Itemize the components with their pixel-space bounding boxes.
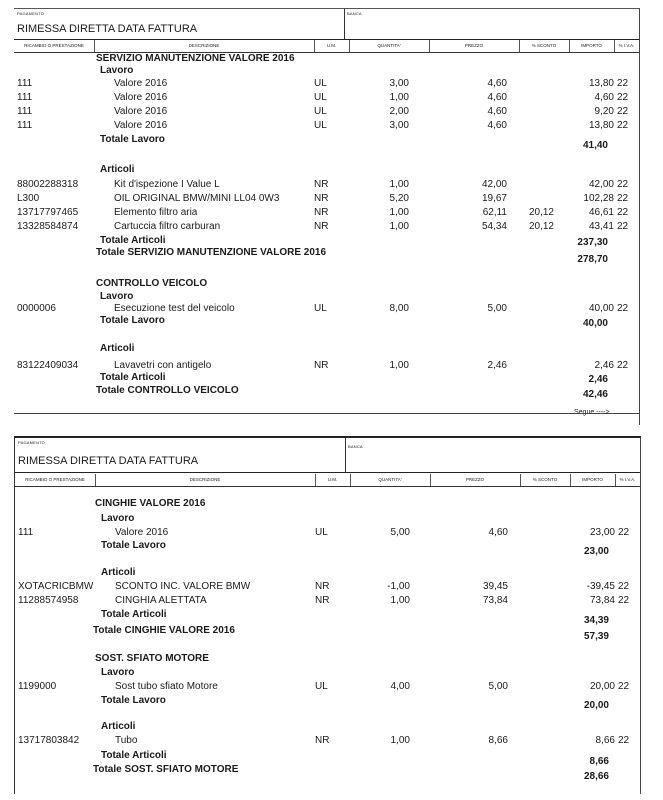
col-um: U.M. [314, 40, 350, 52]
row-um: UL [314, 120, 327, 131]
row-amount: 43,41 [588, 221, 614, 232]
row-iva: 22 [617, 78, 629, 89]
row-disc: 20,12 [528, 207, 554, 218]
row-um: NR [314, 221, 329, 232]
pagamento-label: PAGAMENTO [17, 11, 44, 16]
totale-lavoro-label: Totale Lavoro [100, 134, 165, 145]
row-um: UL [315, 527, 328, 538]
row-price: 39,45 [482, 581, 508, 592]
row-amount: 73,84 [589, 595, 615, 606]
row-iva: 22 [617, 120, 629, 131]
totale-section-label: Totale CINGHIE VALORE 2016 [93, 625, 235, 636]
totale-articoli-value: 34,39 [583, 615, 609, 626]
row-code: XOTACRICBMW [18, 581, 94, 592]
invoice-page-1 [14, 8, 640, 425]
row-iva: 22 [617, 106, 629, 117]
row-qty: 1,00 [389, 360, 409, 371]
row-um: UL [314, 106, 327, 117]
row-price: 4,60 [487, 120, 507, 131]
s2-totale-lavoro-label: Totale Lavoro [100, 315, 165, 326]
row-code: 111 [17, 78, 33, 89]
row-um: NR [314, 193, 329, 204]
column-headers [14, 40, 639, 53]
row-iva: 22 [617, 221, 629, 232]
totale-section-label: Totale SERVIZIO MANUTENZIONE VALORE 2016 [96, 247, 327, 258]
row-price: 4,60 [487, 92, 507, 103]
row-qty: 1,00 [389, 179, 409, 190]
payment-header [15, 438, 640, 473]
bank-cell [345, 438, 640, 472]
row-price: 5,00 [488, 681, 508, 692]
s2-totale-articoli-label: Totale Articoli [101, 750, 167, 761]
row-desc: Cartuccia filtro carburan [114, 221, 221, 232]
totale-articoli-label: Totale Articoli [101, 609, 167, 620]
col-ricambio: RICAMBIO O PRESTAZIONE [14, 40, 95, 52]
row-amount: 4,60 [594, 92, 614, 103]
section-title: CINGHIE VALORE 2016 [95, 498, 206, 509]
row-amount: 23,00 [589, 527, 615, 538]
row-um: UL [314, 78, 327, 89]
payment-method: RIMESSA DIRETTA DATA FATTURA [18, 455, 199, 467]
col-quantita: QUANTITA' [350, 474, 431, 486]
totale-lavoro-value: 23,00 [583, 546, 609, 557]
column-headers [15, 474, 640, 487]
row-iva: 22 [618, 581, 630, 592]
row-code: 0000006 [17, 303, 56, 314]
row-amount: 42,00 [588, 179, 614, 190]
row-amount: 13,80 [588, 120, 614, 131]
row-code: 88002288318 [17, 179, 79, 190]
row-iva: 22 [618, 595, 630, 606]
row-desc: Valore 2016 [114, 92, 168, 103]
s2-lavoro-heading: Lavoro [100, 291, 134, 302]
s2-totale-lavoro-label: Totale Lavoro [101, 695, 166, 706]
row-price: 54,34 [481, 221, 507, 232]
articoli-heading: Articoli [100, 164, 135, 175]
totale-articoli-value: 237,30 [577, 237, 608, 248]
row-amount: 46,61 [588, 207, 614, 218]
row-qty: 1,00 [390, 735, 410, 746]
row-code: 1199000 [18, 681, 57, 692]
s2-totale-articoli-value: 8,66 [589, 756, 609, 767]
row-iva: 22 [617, 303, 629, 314]
bank-cell [344, 9, 639, 39]
row-desc: Valore 2016 [114, 106, 168, 117]
row-qty: 1,00 [389, 207, 409, 218]
col-importo: IMPORTO [569, 40, 615, 52]
pagamento-label: PAGAMENTO [18, 440, 45, 445]
row-iva: 22 [617, 193, 629, 204]
row-code: L300 [17, 193, 40, 204]
row-desc: SCONTO INC. VALORE BMW [115, 581, 251, 592]
lavoro-heading: Lavoro [100, 65, 134, 76]
row-qty: 1,00 [390, 595, 410, 606]
section-title: SERVIZIO MANUTENZIONE VALORE 2016 [96, 53, 295, 64]
row-amount: 8,66 [595, 735, 615, 746]
row-code: 111 [18, 527, 34, 538]
row-code: 111 [17, 106, 33, 117]
row-qty: 1,00 [389, 221, 409, 232]
row-desc: CINGHIA ALETTATA [115, 595, 207, 606]
row-price: 42,00 [481, 179, 507, 190]
row-qty: 5,00 [390, 527, 410, 538]
row-um: NR [315, 735, 330, 746]
row-price: 73,84 [482, 595, 508, 606]
row-um: UL [315, 681, 328, 692]
row-price: 2,46 [487, 360, 507, 371]
totale-articoli-label: Totale Articoli [100, 235, 166, 246]
row-um: NR [315, 581, 330, 592]
col-prezzo: PREZZO [429, 40, 520, 52]
s2-totale-lavoro-value: 40,00 [582, 318, 608, 329]
payment-cell [14, 9, 345, 39]
s2-articoli-heading: Articoli [100, 343, 135, 354]
col-iva: % I.V.A. [619, 477, 636, 482]
row-um: UL [314, 303, 327, 314]
s2-totale-section-value: 28,66 [583, 771, 609, 782]
lavoro-heading: Lavoro [101, 513, 135, 524]
payment-cell [15, 438, 346, 472]
payment-method: RIMESSA DIRETTA DATA FATTURA [17, 23, 198, 35]
col-importo: IMPORTO [570, 474, 616, 486]
row-amount: 102,28 [583, 193, 614, 204]
segue-label: Segue ----> [574, 409, 610, 416]
row-amount: 40,00 [588, 303, 614, 314]
section2-title: SOST. SFIATO MOTORE [95, 653, 209, 664]
row-code: 13328584874 [17, 221, 79, 232]
row-desc: Elemento filtro aria [114, 207, 198, 218]
row-desc: Valore 2016 [114, 78, 168, 89]
col-prezzo: PREZZO [430, 474, 521, 486]
row-iva: 22 [618, 681, 630, 692]
col-quantita: QUANTITA' [349, 40, 430, 52]
s2-totale-section-label: Totale SOST. SFIATO MOTORE [93, 764, 239, 775]
row-code: 13717803842 [18, 735, 80, 746]
col-descrizione: DESCRIZIONE [94, 40, 315, 52]
row-qty: 2,00 [389, 106, 409, 117]
banca-label: BANCA [347, 11, 362, 16]
row-qty: 5,20 [389, 193, 409, 204]
row-amount: 20,00 [589, 681, 615, 692]
row-qty: 3,00 [389, 78, 409, 89]
row-amount: -39,45 [586, 581, 615, 592]
row-qty: -1,00 [387, 581, 410, 592]
row-code: 111 [17, 92, 33, 103]
row-um: NR [314, 360, 329, 371]
col-um: U.M. [315, 474, 351, 486]
row-amount: 2,46 [594, 360, 614, 371]
row-iva: 22 [617, 207, 629, 218]
row-qty: 4,00 [390, 681, 410, 692]
row-desc: OIL ORIGINAL BMW/MINI LL04 0W3 [114, 193, 280, 204]
row-price: 8,66 [488, 735, 508, 746]
row-price: 4,60 [487, 78, 507, 89]
row-price: 19,67 [481, 193, 507, 204]
col-sconto: % SCONTO [520, 474, 571, 486]
col-descrizione: DESCRIZIONE [95, 474, 316, 486]
totale-section-value: 57,39 [583, 631, 609, 642]
s2-lavoro-heading: Lavoro [101, 667, 135, 678]
row-amount: 9,20 [594, 106, 614, 117]
row-desc: Lavavetri con antigelo [114, 360, 212, 371]
s2-articoli-heading: Articoli [101, 721, 136, 732]
row-price: 4,60 [488, 527, 508, 538]
col-ricambio: RICAMBIO O PRESTAZIONE [15, 474, 96, 486]
row-price: 5,00 [487, 303, 507, 314]
row-desc: Tubo [115, 735, 138, 746]
row-disc: 20,12 [528, 221, 554, 232]
row-desc: Esecuzione test del veicolo [114, 303, 235, 314]
row-qty: 1,00 [389, 92, 409, 103]
row-qty: 3,00 [389, 120, 409, 131]
row-code: 83122409034 [17, 360, 79, 371]
row-um: NR [314, 179, 329, 190]
row-price: 62,11 [482, 207, 507, 218]
row-qty: 8,00 [389, 303, 409, 314]
row-iva: 22 [617, 360, 629, 371]
row-price: 4,60 [487, 106, 507, 117]
row-desc: Sost tubo sfiato Motore [115, 681, 218, 692]
row-um: NR [314, 207, 329, 218]
payment-header [14, 9, 639, 40]
row-iva: 22 [618, 527, 630, 538]
totale-lavoro-value: 41,40 [582, 140, 608, 151]
row-um: UL [314, 92, 327, 103]
row-um: NR [315, 595, 330, 606]
row-desc: Valore 2016 [115, 527, 169, 538]
articoli-heading: Articoli [101, 567, 136, 578]
row-iva: 22 [617, 92, 629, 103]
row-code: 111 [17, 120, 33, 131]
col-iva: % I.V.A. [618, 43, 635, 48]
row-code: 13717797465 [17, 207, 79, 218]
s2-totale-articoli-label: Totale Articoli [100, 372, 166, 383]
page-footer [14, 413, 639, 424]
invoice-page-2 [14, 436, 641, 794]
s2-totale-section-label: Totale CONTROLLO VEICOLO [96, 385, 239, 396]
col-sconto: % SCONTO [519, 40, 570, 52]
row-code: 11288574958 [18, 595, 79, 606]
row-iva: 22 [617, 179, 629, 190]
totale-section-value: 278,70 [577, 254, 608, 265]
row-iva: 22 [618, 735, 630, 746]
totale-lavoro-label: Totale Lavoro [101, 540, 166, 551]
row-desc: Kit d'ispezione I Value L [114, 179, 220, 190]
s2-totale-section-value: 42,46 [582, 389, 608, 400]
banca-label: BANCA [348, 444, 363, 449]
s2-totale-articoli-value: 2,46 [588, 374, 608, 385]
row-desc: Valore 2016 [114, 120, 168, 131]
s2-totale-lavoro-value: 20,00 [583, 700, 609, 711]
section2-title: CONTROLLO VEICOLO [96, 278, 208, 289]
row-amount: 13,80 [588, 78, 614, 89]
